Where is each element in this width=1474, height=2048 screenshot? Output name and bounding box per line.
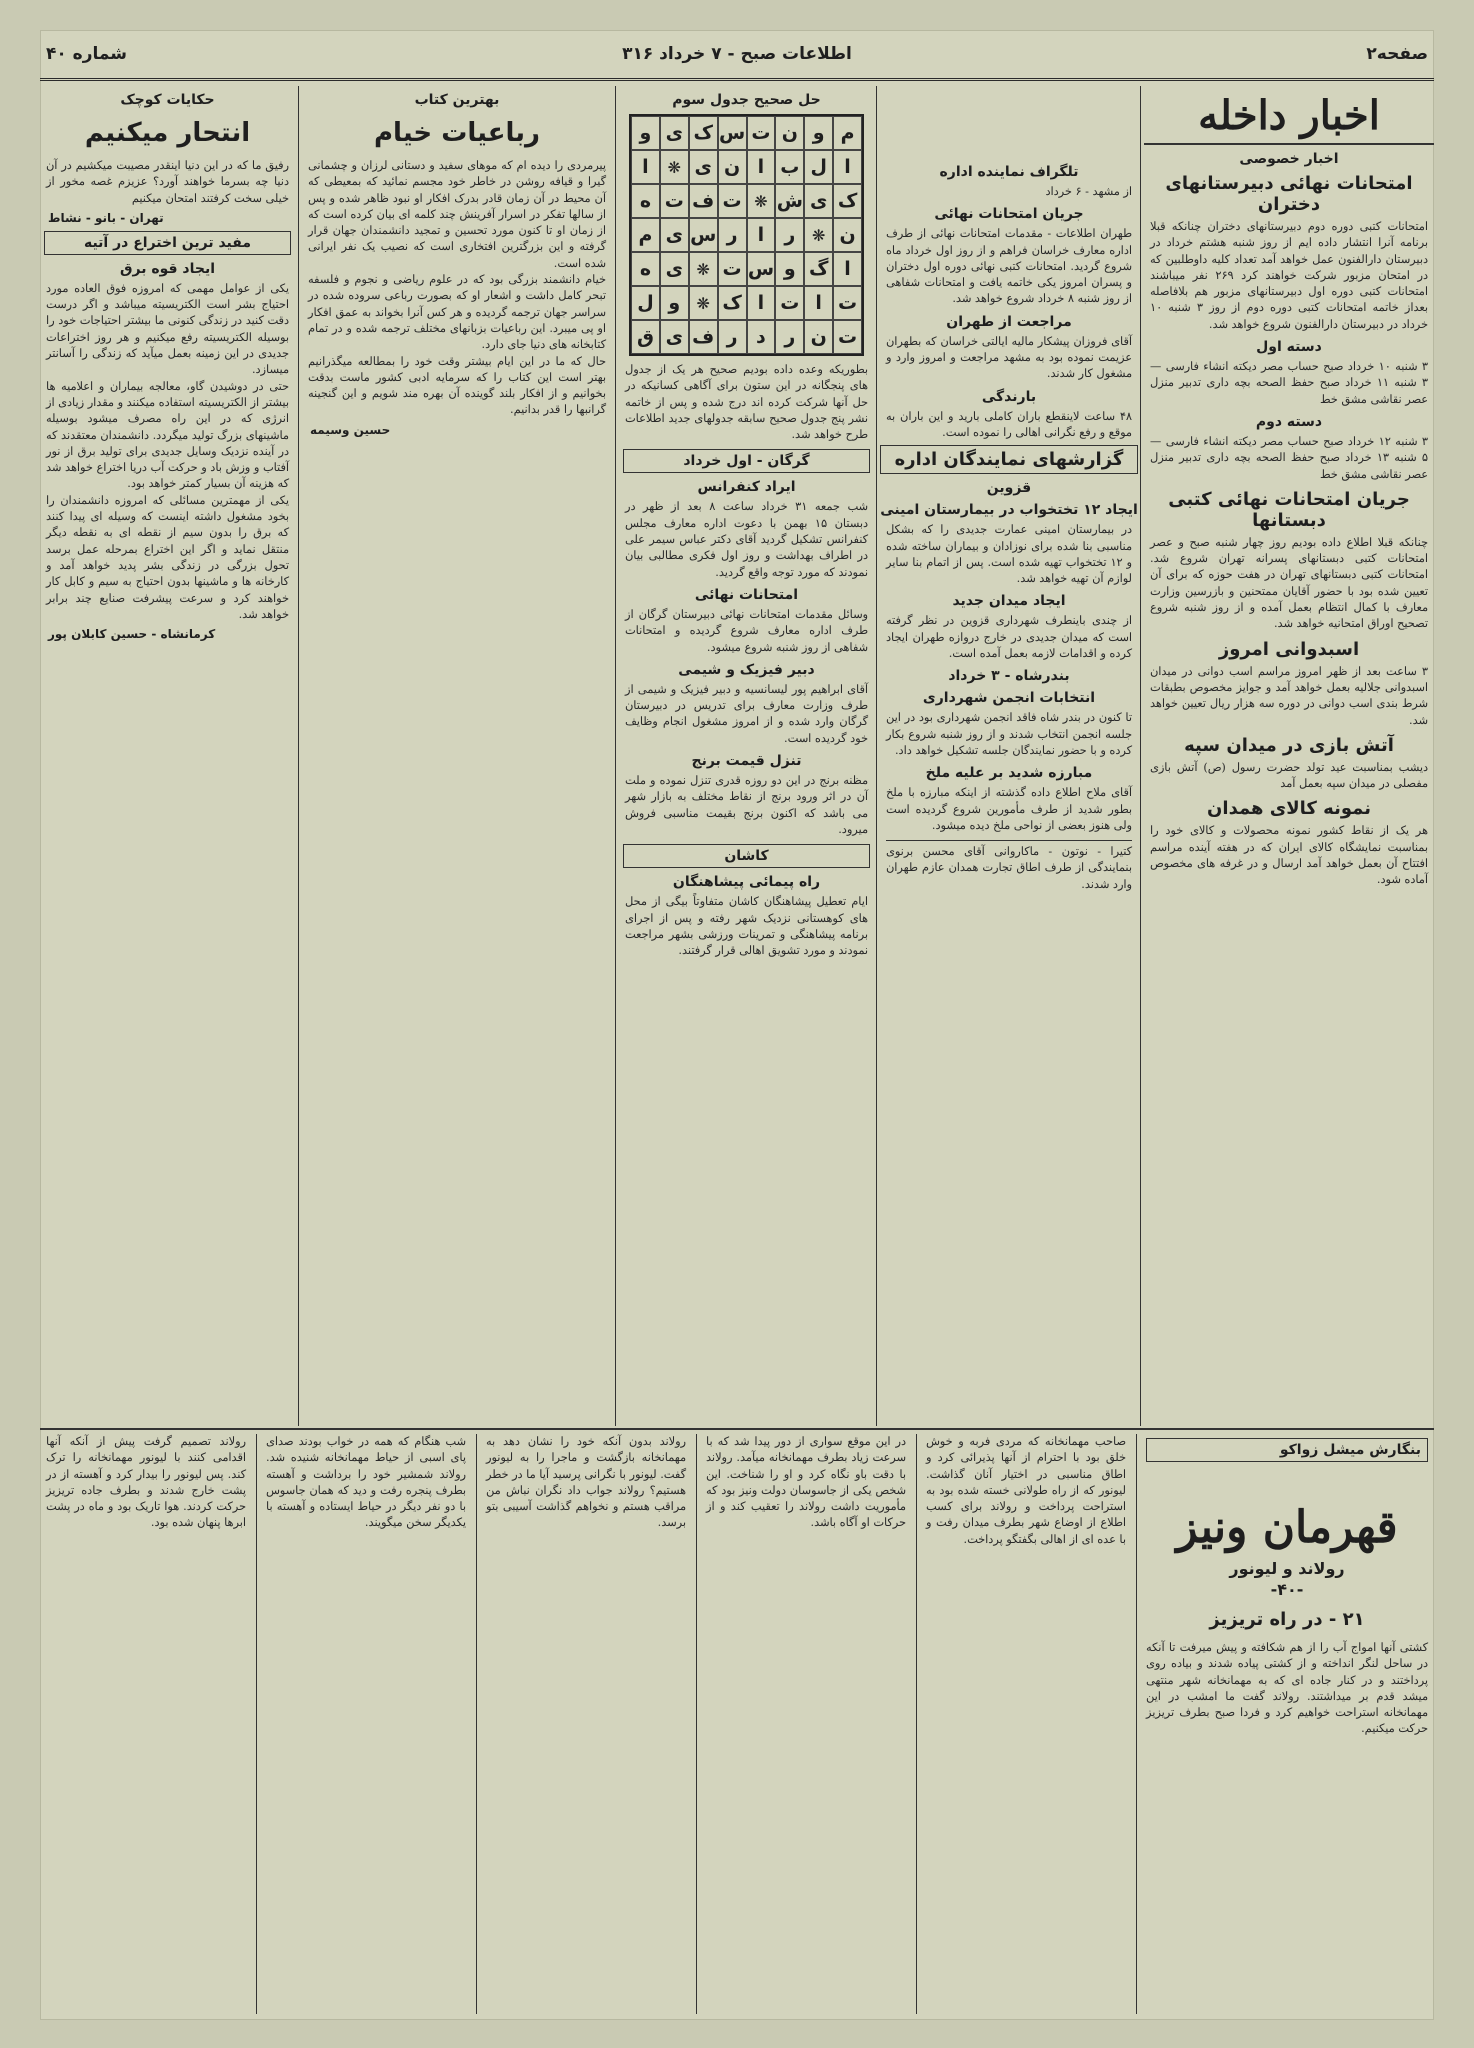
article-body: یکی از مهمترین مسائلی که امروزه دانشمندان را بخود مشغول داشته اینست که وسیله ای پیدا کنند که برق را بدون سیم از نقطه ای به نقطه دیگر منتقل نماید و اگر این اختراع بمرحله عمل برسد تحول بزرگی در زندگی بشر پدید خواهد آمد و کارخانه ها و ماشینها بدون احتیاج به سیم و کابل کار خواهند کرد و سرعت پیشرفت صنایع چند برابر خواهد شد.	[46, 493, 289, 621]
novel-title: قهرمان ونیز	[1176, 1502, 1398, 1553]
article-subheading: راه پیمائی پیشاهنگان	[672, 874, 821, 891]
column-divider	[256, 1434, 257, 2014]
author-signature: حسین وسیمه	[310, 422, 391, 437]
article-body: کتیرا - نوتون - ماکاروانی آقای محسن برنوی بنمایندگی از طرف اطاق تجارت همدان عازم طهران وارد شدند.	[886, 840, 1132, 893]
crossword-cell: ه	[631, 252, 660, 286]
crossword-cell: ر	[775, 320, 804, 354]
crossword-block-cell: ❋	[689, 286, 718, 320]
crossword-grid	[629, 114, 864, 356]
article-body: هر یک از نقاط کشور نمونه محصولات و کالای خود را بمناسبت نمایشگاه کالای ایران که در هفته آینده مراسم افتتاح آن بعمل خواهد آمد ارسال و در غرفه های مخصوص آماده شود.	[1150, 824, 1428, 887]
article-subheading: جریان امتحانات نهائی	[934, 206, 1084, 223]
crossword-cell: ی	[804, 184, 833, 218]
novel-text: کشتی آنها امواج آب را از هم شکافته و پیش میرفت تا آنکه در ساحل لنگر انداخته و از کشتی پیاده شدند و بیاده روی پرداختند و در کنار جاده ای که به مهمانخانه شهر منتهی میشد قدم بر میداشتند. رولاند گفت ما امشب در این مهمانخانه استراحت خواهیم کرد و فردا صبح بطرف تریزیز حرکت میکنیم.	[1146, 1641, 1428, 1736]
novel-column	[700, 1434, 912, 2014]
article-headline: اسبدوانی امروز	[1218, 638, 1360, 660]
crossword-cell: ت	[833, 286, 862, 320]
stories-column	[40, 86, 295, 1424]
novel-header	[1140, 1434, 1434, 2014]
article-headline: انتحار میکنیم	[84, 118, 251, 148]
crossword-cell: ر	[718, 218, 747, 252]
crossword-cell: س	[689, 218, 718, 252]
crossword-cell: ب	[775, 150, 804, 184]
dateline: از مشهد - ۶ خرداد	[1045, 185, 1132, 198]
crossword-cell: ا	[747, 218, 776, 252]
article-body: ۳ ساعت بعد از ظهر امروز مراسم اسب دوانی در میدان اسبدوانی جلالیه بعمل خواهد آمد و جوایز مخصوص بطبقات شرط بندی اسب دوانی در دوره سه هزار ریال تعیین خواهد شد.	[1150, 664, 1428, 727]
crossword-cell: ن	[775, 116, 804, 150]
novel-subtitle: رولاند و لیونور	[1229, 1559, 1345, 1578]
crossword-cell: ی	[660, 252, 689, 286]
article-body: آقای ابراهیم پور لیسانسیه و دبیر فیزیک و شیمی از طرف وزارت معارف برای تدریس در دبیرستان گرگان وارد شده و از امروز مشغول انجام وظایف خود گردیده است.	[625, 682, 868, 745]
article-body: ۳ شنبه ۱۰ خرداد صبح حساب مصر دیکته انشاء فارسی — ۳ شنبه ۱۱ خرداد صبح حفظ الصحه بچه داری تدبیر منزل عصر نقاشی مشق خط	[1150, 360, 1428, 406]
article-subheading: بارندگی	[981, 388, 1037, 405]
crossword-cell: گ	[804, 252, 833, 286]
crossword-cell: ش	[775, 184, 804, 218]
article-body: آقای ملاح اطلاع داده گذشته از اینکه مبارزه با ملخ بطور شدید از طرف مأمورین شروع گردیده است ولی هنوز بعضی از نواحی ملخ دیده میشود.	[886, 786, 1132, 832]
novel-column	[920, 1434, 1132, 2014]
article-body: آقای فروزان پیشکار مالیه ایالتی خراسان که بطهران عزیمت نموده بود به مشهد مراجعت و امروز وارد و مشغول کار شدند.	[886, 334, 1132, 381]
crossword-cell: ا	[833, 252, 862, 286]
crossword-cell: ر	[718, 320, 747, 354]
column-divider	[476, 1434, 477, 2014]
domestic-news-column	[1144, 86, 1434, 1424]
crossword-title: حل صحیح جدول سوم	[672, 92, 821, 108]
novel-text: در این موقع سواری از دور پیدا شد که با سرعت زیاد بطرف مهمانخانه میآمد. رولاند با دقت باو نگاه کرد و او را شناخت. این شخص یکی از جاسوسان دولت ونیز بود که مأموریت داشت رولاند را تعقیب کند و از حرکات او آگاه باشد.	[706, 1435, 906, 1530]
page-header	[40, 38, 1434, 81]
column-divider	[1140, 86, 1141, 1426]
article-body: دیشب بمناسبت عید تولد حضرت رسول (ص) آتش بازی مفصلی در میدان سپه بعمل آمد	[1150, 760, 1428, 791]
column-divider	[876, 86, 877, 1426]
article-headline: جریان امتحانات نهائی کتبی دبستانها	[1168, 488, 1410, 531]
article-body: وسائل مقدمات امتحانات نهائی دبیرستان گرگان از طرف اداره معارف شروع گردیده و امتحانات شفاهی از روز شنبه شروع میشود.	[625, 607, 868, 654]
city-heading: گرگان - اول خرداد	[623, 449, 870, 473]
crossword-cell: ی	[660, 320, 689, 354]
article-subheading: دبیر فیزیک و شیمی	[678, 661, 815, 678]
article-subheading: مراجعت از طهران	[946, 313, 1072, 330]
crossword-column	[619, 86, 874, 1424]
crossword-block-cell: ❋	[804, 218, 833, 252]
article-body: ۳ شنبه ۱۲ خرداد صبح حساب مصر دیکته انشاء فارسی — ۵ شنبه ۱۳ خرداد صبح حفظ الصحه بچه داری تدبیر منزل عصر نقاشی مشق خط	[1150, 434, 1428, 481]
article-headline: آتش بازی در میدان سپه	[1184, 734, 1394, 756]
article-headline: رباعیات خیام	[374, 118, 540, 148]
article-headline: امتحانات نهائی دبیرستانهای دختران	[1165, 173, 1413, 215]
crossword-cell: ی	[689, 150, 718, 184]
crossword-cell: ی	[660, 218, 689, 252]
article-subheading: مبارزه شدید بر علیه ملخ	[925, 765, 1093, 782]
crossword-cell: ا	[631, 150, 660, 184]
section-divider	[40, 1428, 1434, 1430]
article-body: از چندی باینطرف شهرداری قزوین در نظر گرفته است که میدان جدیدی در خارج دروازه طهران ایجاد کرده و اقدامات لازمه بعمل آمده است.	[886, 614, 1132, 661]
article-subheading: تنزل قیمت برنج	[691, 753, 802, 770]
crossword-cell: ا	[747, 150, 776, 184]
crossword-cell: ی	[660, 116, 689, 150]
crossword-cell: ک	[833, 184, 862, 218]
article-subheading: ایجاد ۱۲ تختخواب در بیمارستان امینی	[880, 502, 1138, 519]
crossword-cell: و	[660, 286, 689, 320]
article-subheading: امتحانات نهائی	[694, 586, 799, 603]
article-subheading: ایراد کنفرانس	[697, 479, 796, 496]
author-label: بنگارش میشل زواکو	[1146, 1438, 1428, 1462]
crossword-cell: ه	[631, 184, 660, 218]
novel-text: رولاند بدون آنکه خود را نشان دهد به مهمانخانه بازگشت و ماجرا را به لیونور گفت. لیونور با نگرانی پرسید آیا ما در خطر هستیم؟ رولاند جواب داد نگران نباش من مراقب هستم و نخواهم گذاشت آسیبی بتو برسد.	[486, 1435, 686, 1530]
author-signature: کرمانشاه - حسین کابلان پور	[48, 627, 216, 642]
crossword-cell: ت	[718, 184, 747, 218]
crossword-cell: و	[631, 116, 660, 150]
crossword-cell: س	[718, 116, 747, 150]
crossword-cell: م	[833, 116, 862, 150]
chapter-title: ۲۱ - در راه تریزیز	[1209, 1609, 1365, 1630]
section-masthead: اخبار داخله	[1144, 86, 1434, 145]
crossword-cell: ر	[775, 218, 804, 252]
column-divider	[615, 86, 616, 1426]
article-body: پیرمردی را دیده ام که موهای سفید و دستانی لرزان و چشمانی گیرا و قیافه روشن در خاطر خود مجسم نمائید که بمعیطی که آن محیط در آن زمان قادر بدرک افکار او نبود ظاهر شده و پس از سالها تفکر در اسرار آفرینش چند کلمه ای بیان کرده است که از زمان او تا کنون مورد تحسین و تمجید دانشمندان جهان قرار گرفته و این بزرگترین افتخاری است که نصیب یک نفر ایرانی شده است.	[308, 159, 606, 270]
column-divider	[916, 1434, 917, 2014]
telegraph-column	[880, 86, 1138, 1424]
article-body: یکی از عوامل مهمی که امروزه فوق العاده مورد احتیاج بشر است الکتریسیته میباشد و اگر درست دقت کنید در زندگی کنونی ما بیشتر احتیاجات خود را بوسیله الکتریسیته رفع میکنیم و هر روز اختراعات جدیدی در این زمینه بعمل میآید که زندگی را آسانتر میسازد.	[46, 281, 289, 377]
newspaper-page	[40, 30, 1434, 2020]
crossword-cell: ت	[775, 286, 804, 320]
novel-column	[260, 1434, 472, 2014]
column-divider	[696, 1434, 697, 2014]
crossword-cell: و	[775, 252, 804, 286]
article-subheading: انتخابات انجمن شهرداری	[922, 690, 1096, 707]
crossword-cell: ت	[747, 116, 776, 150]
novel-column	[480, 1434, 692, 2014]
article-body: امتحانات کتبی دوره دوم دبیرستانهای دختران چنانکه قبلا برنامه آنرا انتشار داده ایم از روز شنبه هشتم خرداد در دبیرستان دارالفنون عمل خواهد آمد تعداد کلیه داوطلبین که در امتحان مزبور شرکت خواهند کرد ۲۶۹ نفر میباشند امتحانات کتبی دوره اول دبیرستانهای مزبور هم بلافاصله بعداز خاتمه امتحانات کتبی دوره دوم از روز ۳ شنبه ۱۰ خرداد در دبیرستان دارالفنون شروع خواهد شد.	[1150, 220, 1429, 331]
crossword-cell: ف	[689, 184, 718, 218]
crossword-cell: و	[804, 116, 833, 150]
article-subheading: دسته اول	[1256, 339, 1322, 356]
crossword-cell: ک	[689, 116, 718, 150]
city-heading: قزوین	[986, 480, 1032, 497]
column-title: حکایات کوچک	[120, 92, 215, 108]
column-divider	[1136, 1434, 1137, 2014]
crossword-cell: ل	[631, 286, 660, 320]
crossword-cell: ت	[660, 184, 689, 218]
article-subheading: دسته دوم	[1255, 413, 1323, 430]
city-heading: کاشان	[623, 844, 870, 868]
article-headline: نمونه کالای همدان	[1207, 798, 1371, 820]
crossword-cell: ت	[833, 320, 862, 354]
crossword-cell: ا	[747, 286, 776, 320]
crossword-cell: ت	[718, 252, 747, 286]
novel-column	[40, 1434, 252, 2014]
crossword-cell: س	[747, 252, 776, 286]
episode-number: -۴۰-	[1270, 1580, 1304, 1599]
crossword-cell: ق	[631, 320, 660, 354]
article-body: خیام دانشمند بزرگی بود که در علوم ریاضی و نجوم و فلسفه تبحر کامل داشت و اشعار او که بصورت رباعی سروده شده در سراسر جهان ترجمه گردیده و هر کس آنرا بخواند به عمق افکار او پی میبرد. این رباعیات بزبانهای مختلف ترجمه شده و در تمام کتابخانه های دنیا جای دارد.	[308, 273, 606, 352]
article-subheading: ایجاد قوه برق	[119, 260, 216, 277]
crossword-cell: ل	[804, 150, 833, 184]
novel-text: رولاند تصمیم گرفت پیش از آنکه آنها اقدامی کنند با لیونور مهمانخانه را ترک کند. پس لیونور را بیدار کرد و آهسته از در پشت خارج شدند و بطرف جاده تریزیز حرکت کردند. هوا تاریک بود و ماه در پشت ابرها پنهان شده بود.	[46, 1435, 246, 1530]
article-headline: تلگراف نماینده اداره	[939, 164, 1079, 180]
article-body: در بیمارستان امینی عمارت جدیدی را که بشکل مناسبی بنا شده برای نوزادان و بیماران ساخته شده و ۱۲ تختخواب تهیه شده است. پس از اتمام بنا سایر لوازم آن تهیه خواهد شد.	[886, 523, 1133, 586]
article-body: تا کنون در بندر شاه فاقد انجمن شهرداری بود در این جلسه انجمن انتخاب شدند و از روز شنبه شروع بکار کرده و با حضور نمایندگان جلسه تشکیل خواهد داد.	[886, 711, 1132, 757]
crossword-cell: ن	[833, 218, 862, 252]
article-body: شب جمعه ۳۱ خرداد ساعت ۸ بعد از ظهر در دبستان ۱۵ بهمن با دعوت اداره معارف مجلس کنفرانس تشکیل گردید آقای دکتر عباس سیمر علی در اطراف بهداشت و روز اول فکری مطالبی بیان نمودند که مورد توجه واقع گردید.	[625, 500, 869, 579]
article-body: حتی در دوشیدن گاو، معالجه بیماران و اعلامیه ها بیشتر از الکتریسیته استفاده میکنند و مقدار زیادی از انرژی که در این راه مصرف میشود بوسیله ماشینهای بزرگ تولید میگردد. دانشمندان معتقدند که در آینده نزدیک وسایل جدیدی برای تولید برق از نور آفتاب و وزش باد و حرکت آب دریا اختراع خواهد شد که هزینه آن بسیار کمتر خواهد بود.	[46, 379, 289, 491]
column-title: بهترین کتاب	[414, 92, 500, 108]
section-heading: اخبار خصوصی	[1239, 151, 1339, 167]
author-signature: تهران - بانو - نشاط	[48, 210, 164, 225]
issue-number: شماره ۴۰	[46, 44, 128, 64]
crossword-block-cell: ❋	[689, 252, 718, 286]
article-subheading: ایجاد میدان جدید	[952, 593, 1066, 610]
page-number: صفحه۲	[1366, 44, 1428, 64]
column-divider	[298, 86, 299, 1426]
novel-text: صاحب مهمانخانه که مردی فربه و خوش خلق بود با احترام از آنها پذیرائی کرد و اطاق مناسبی در اختیار آنان گذاشت. لیونور که از راه طولانی خسته شده بود به استراحت پرداخت و رولاند برای کسب اطلاع از اوضاع شهر بطرف میدان رفت و با عده ای از اهالی بگفتگو پرداخت.	[926, 1435, 1126, 1546]
crossword-cell: ف	[689, 320, 718, 354]
crossword-cell: ن	[718, 150, 747, 184]
crossword-cell: ن	[804, 320, 833, 354]
crossword-cell: ا	[833, 150, 862, 184]
article-body: ۴۸ ساعت لاینقطع باران کاملی بارید و این باران به موقع و رفع نگرانی اهالی را نموده است.	[886, 409, 1132, 439]
crossword-block-cell: ❋	[747, 184, 776, 218]
article-body: مظنه برنج در این دو روزه قدری تنزل نموده و ملت آن در اثر ورود برنج از نقاط مختلف به بازار شهر می باشد که اکنون برنج بقیمت مناسبی فروش میرود.	[625, 774, 868, 836]
novel-text: شب هنگام که همه در خواب بودند صدای پای اسبی از حیاط مهمانخانه شنیده شد. رولاند شمشیر خود را برداشت و آهسته بطرف پنجره رفت و دید که همان جاسوس با دو نفر دیگر در حیاط ایستاده و آهسته با یکدیگر سخن میگویند.	[266, 1435, 466, 1530]
article-body: چنانکه قبلا اطلاع داده بودیم روز چهار شنبه صبح و عصر امتحانات کتبی دبستانهای پسرانه تهران شروع شد. امتحانات کتبی دبستانهای تهران در هفت حوزه که برای آن تعیین شده بود با حضور آقایان ممتحنین و بازرسین وزارت معارف با کمال انتظام بعمل آمده و از روز شنبه شروع تصحیح اوراق امتحانیه خواهد شد.	[1150, 535, 1428, 631]
crossword-cell: د	[747, 320, 776, 354]
article-body: طهران اطلاعات - مقدمات امتحانات نهائی از طرف اداره معارف خراسان فراهم و از روز اول خرداد ماه شروع گردید. امتحانات کتبی نهائی دوره اول دختران و پسران امروز یکی خاتمه یافت و امتحانات شفاهی از روز شنبه ۸ خرداد شروع خواهد شد.	[886, 227, 1132, 306]
article-headline: مفید ترین اختراع در آتیه	[44, 231, 291, 255]
article-body: ایام تعطیل پیشاهنگان کاشان متفاوتاً بیگی از محل های کوهستانی نزدیک شهر رفته و پس از اجرای برنامه پیشاهنگی و تمرینات ورزشی بشهر مراجعت نمودند و مورد تشویق اهالی قرار گرفتند.	[625, 895, 868, 958]
crossword-cell: ک	[718, 286, 747, 320]
paper-dateline: اطلاعات صبح - ۷ خرداد ۳۱۶	[622, 44, 852, 64]
article-body: حال که ما در این ایام بیشتر وقت خود را بمطالعه میگذرانیم بهتر است این کتاب را که سرمایه ادبی کشور ماست بدقت بخوانیم و از افکار بلند گوینده آن بهره مند شویم و این گنجینه گرانبها را قدر بدانیم.	[308, 354, 606, 417]
reports-heading: گزارشهای نمایندگان اداره	[880, 445, 1138, 474]
article-body: رفیق ما که در این دنیا اینقدر مصیبت میکشیم در آن دنیا چه بسرما خواهند آورد؟ عزیزم غصه مخور از خیلی سخت کرفتند امتحان میکنیم	[46, 159, 289, 205]
city-heading: بندرشاه - ۳ خرداد	[948, 668, 1070, 685]
crossword-cell: م	[631, 218, 660, 252]
article-body: بطوریکه وعده داده بودیم صحیح هر یک از جدول های پنجگانه در این ستون برای آگاهی کسانیکه در حل آنها شرکت کرده اند درج شده و پس از خاتمه نشر پنج جدول صحیح سابقه جدولهای جدید اطلاعات طرح خواهد شد.	[625, 363, 868, 442]
book-column	[302, 86, 612, 1424]
crossword-cell: ا	[804, 286, 833, 320]
crossword-block-cell: ❋	[660, 150, 689, 184]
